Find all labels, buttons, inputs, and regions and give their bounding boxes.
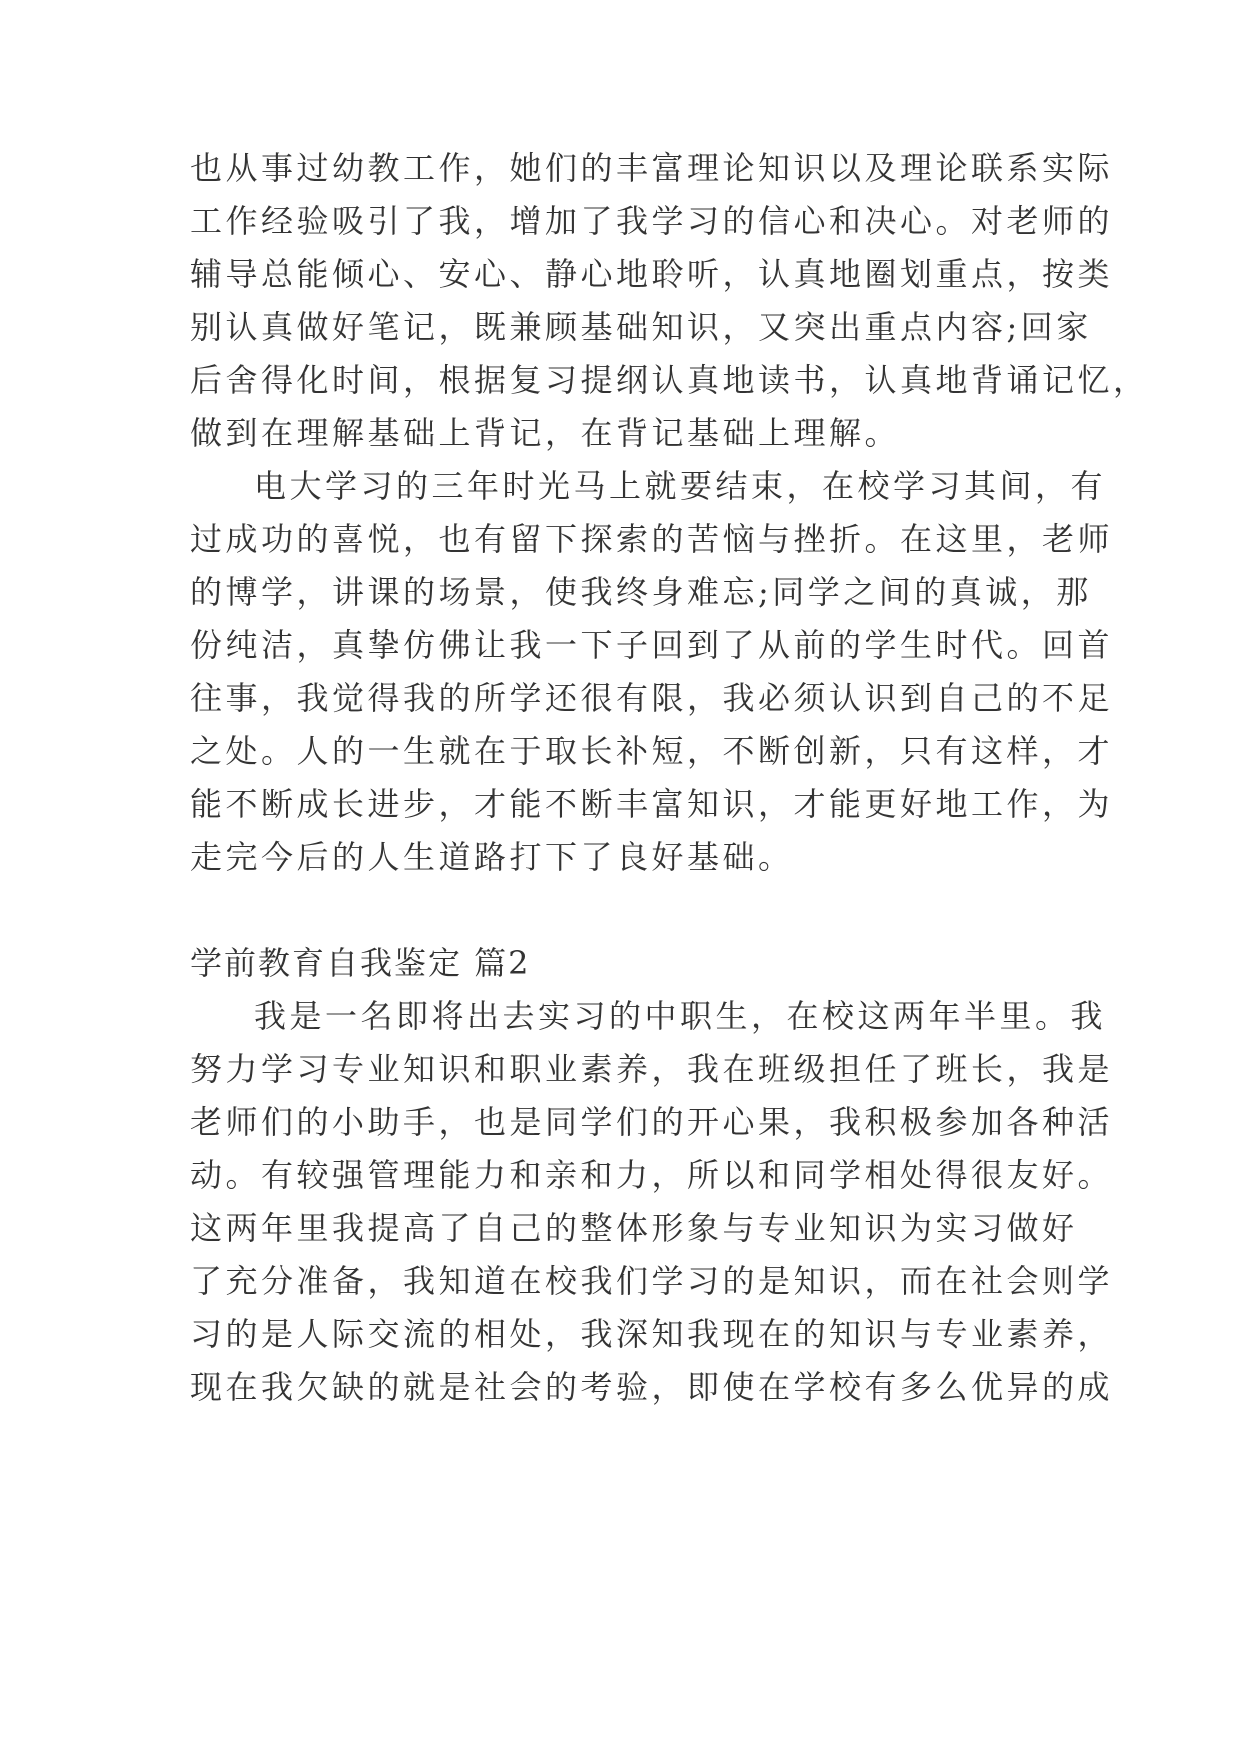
text-line: 别认真做好笔记，既兼顾基础知识，又突出重点内容;回家 [190,308,1092,346]
text-line: 现在我欠缺的就是社会的考验，即使在学校有多么优异的成 [190,1368,1114,1406]
text-line: 份纯洁，真挚仿佛让我一下子回到了从前的学生时代。回首 [190,626,1114,664]
text-line: 了充分准备，我知道在校我们学习的是知识，而在社会则学 [190,1262,1114,1300]
text-line: 工作经验吸引了我，增加了我学习的信心和决心。对老师的 [190,202,1114,240]
text-line: 做到在理解基础上背记，在背记基础上理解。 [190,414,901,452]
paragraph-first-line: 我是一名即将出去实习的中职生，在校这两年半里。我 [254,997,1107,1035]
text-line: 这两年里我提高了自己的整体形象与专业知识为实习做好 [190,1209,1078,1247]
text-line: 能不断成长进步，才能不断丰富知识，才能更好地工作，为 [190,785,1114,823]
text-line: 也从事过幼教工作，她们的丰富理论知识以及理论联系实际 [190,149,1114,187]
text-line: 努力学习专业知识和职业素养，我在班级担任了班长，我是 [190,1050,1114,1088]
text-line: 老师们的小助手，也是同学们的开心果，我积极参加各种活 [190,1103,1114,1141]
text-line: 之处。人的一生就在于取长补短，不断创新，只有这样，才 [190,732,1114,770]
text-line: 辅导总能倾心、安心、静心地聆听，认真地圈划重点，按类 [190,255,1114,293]
text-line: 后舍得化时间，根据复习提纲认真地读书，认真地背诵记忆， [190,361,1149,399]
section-heading: 学前教育自我鉴定 篇2 [190,944,531,982]
text-line: 过成功的喜悦，也有留下探索的苦恼与挫折。在这里，老师 [190,520,1114,558]
text-line: 的博学，讲课的场景，使我终身难忘;同学之间的真诚，那 [190,573,1092,611]
paragraph-first-line: 电大学习的三年时光马上就要结束，在校学习其间，有 [254,467,1107,505]
text-line: 走完今后的人生道路打下了良好基础。 [190,838,794,876]
text-line: 往事，我觉得我的所学还很有限，我必须认识到自己的不足 [190,679,1114,717]
text-line: 动。有较强管理能力和亲和力，所以和同学相处得很友好。 [190,1156,1114,1194]
text-line: 习的是人际交流的相处，我深知我现在的知识与专业素养， [190,1315,1114,1353]
